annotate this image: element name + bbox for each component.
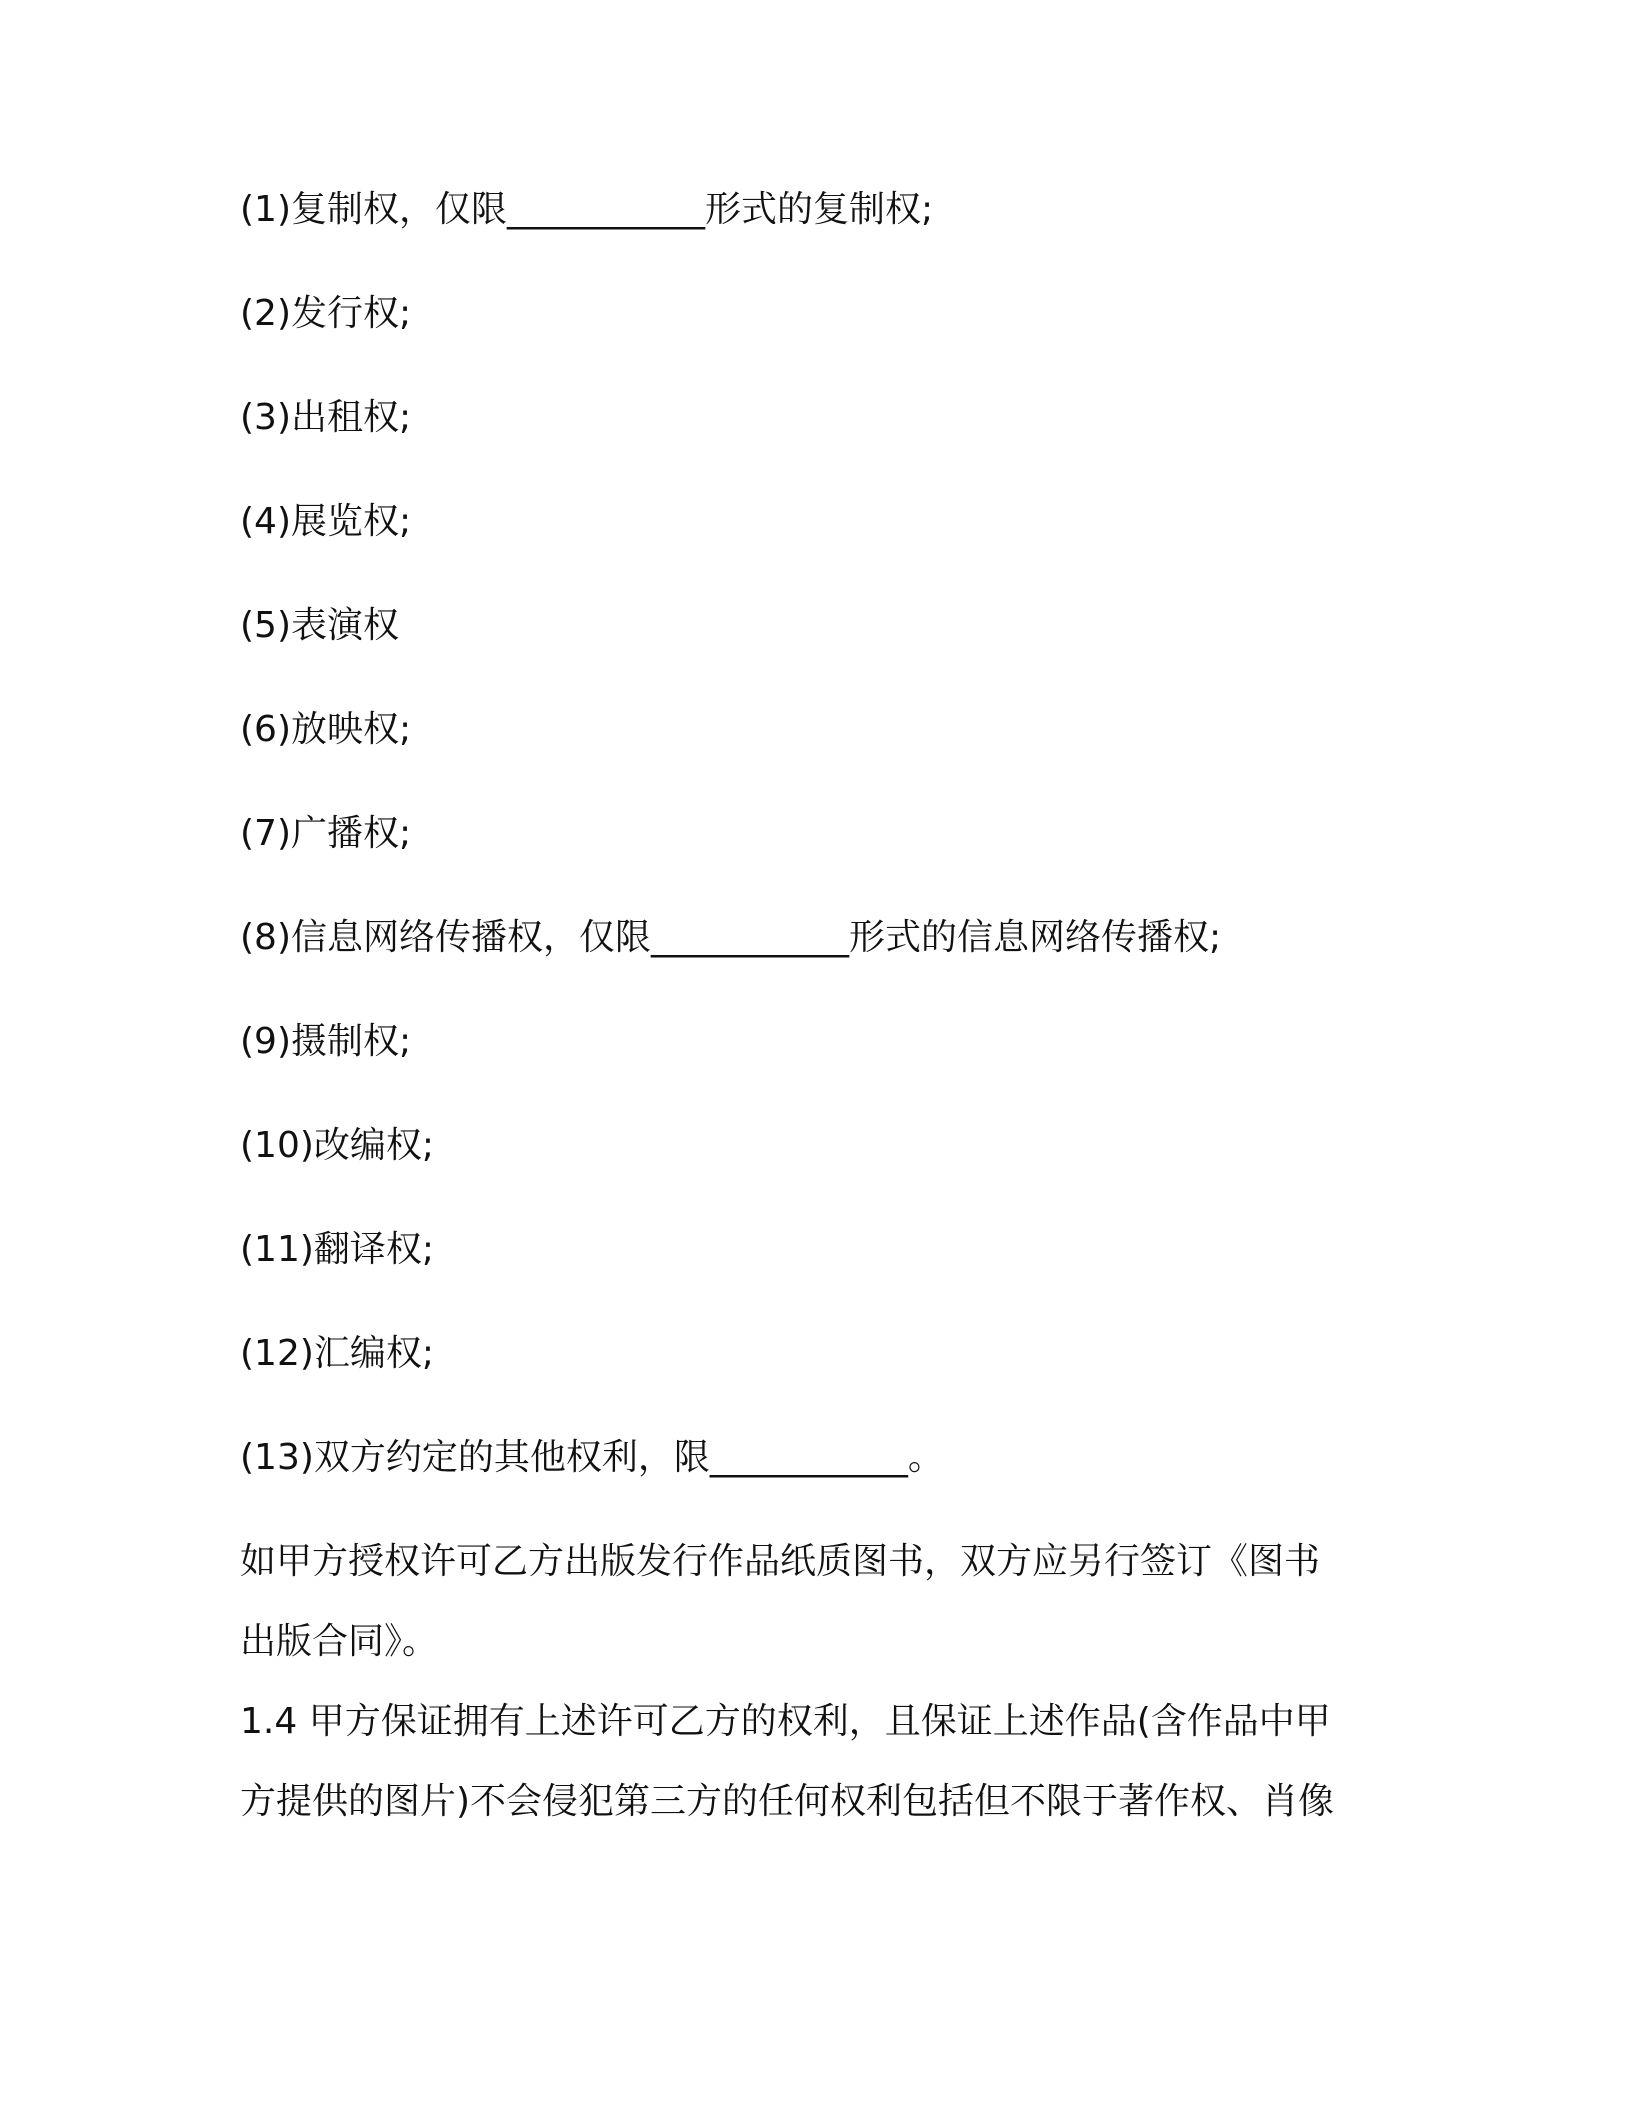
rights-item-10: (10)改编权; xyxy=(240,1125,435,1166)
rights-item-8: (8)信息网络传播权，仅限___________形式的信息网络传播权; xyxy=(240,917,1222,958)
rights-item-7: (7)广播权; xyxy=(240,813,412,854)
clause-1-4-paragraph xyxy=(240,1698,1380,1826)
paragraph-line: 1.4 甲方保证拥有上述许可乙方的权利，且保证上述作品(含作品中甲 xyxy=(240,1701,1331,1742)
rights-item-11: (11)翻译权; xyxy=(240,1229,435,1270)
rights-item-13: (13)双方约定的其他权利，限___________。 xyxy=(240,1437,944,1478)
paragraph-line: 出版合同》。 xyxy=(240,1621,439,1662)
rights-item-5: (5)表演权 xyxy=(240,605,399,646)
rights-item-2: (2)发行权; xyxy=(240,293,412,334)
rights-item-1: (1)复制权，仅限___________形式的复制权; xyxy=(240,189,934,230)
rights-item-12: (12)汇编权; xyxy=(240,1333,435,1374)
rights-item-4: (4)展览权; xyxy=(240,501,412,542)
paragraph-line: 如甲方授权许可乙方出版发行作品纸质图书，双方应另行签订《图书 xyxy=(240,1541,1321,1582)
rights-item-9: (9)摄制权; xyxy=(240,1021,412,1062)
paragraph-line: 方提供的图片)不会侵犯第三方的任何权利包括但不限于著作权、肖像 xyxy=(240,1781,1335,1822)
paper-book-paragraph xyxy=(240,1538,1380,1666)
rights-item-3: (3)出租权; xyxy=(240,397,412,438)
document-body xyxy=(240,186,1380,1858)
rights-item-6: (6)放映权; xyxy=(240,709,412,750)
